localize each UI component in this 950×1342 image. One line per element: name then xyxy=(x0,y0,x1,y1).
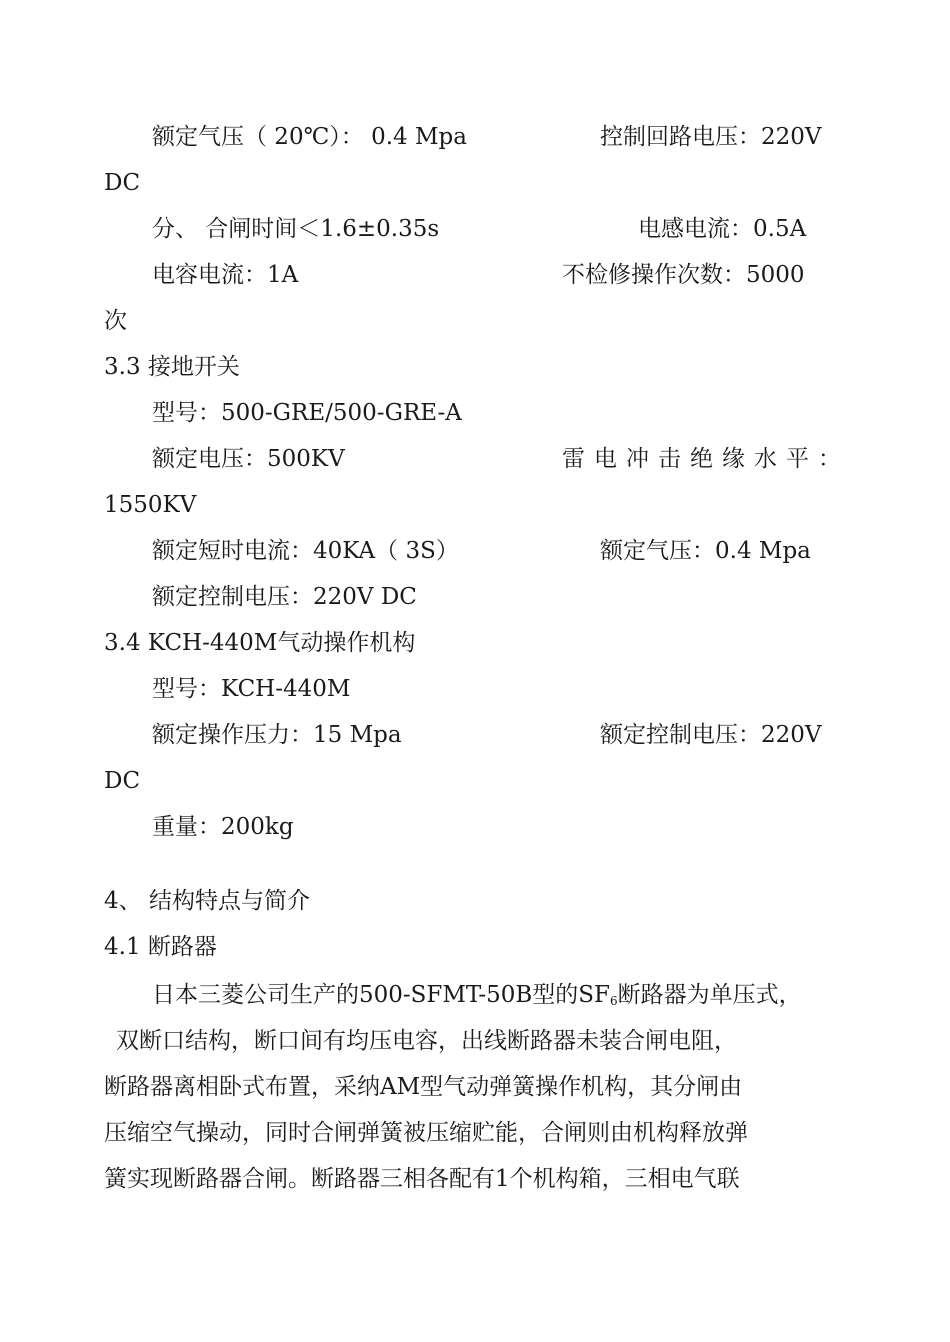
capacitive-current: 电容电流：1A xyxy=(152,262,299,288)
maintenance-free-operations: 不检修操作次数：5000 xyxy=(562,262,805,288)
weight: 重量：200kg xyxy=(152,814,294,840)
inductive-current: 电感电流：0.5A xyxy=(638,216,807,242)
section-heading-4-1: 4.1 断路器 xyxy=(104,934,217,960)
rated-control-voltage: 额定控制电压：220V DC xyxy=(152,584,417,610)
mechanism-model: 型号：KCH-440M xyxy=(152,676,351,702)
paragraph-line-4: 压缩空气操动，同时合闸弹簧被压缩贮能，合闸则由机构释放弹 xyxy=(104,1120,748,1146)
paragraph-line-2: 双断口结构，断口间有均压电容，出线断路器未装合闸电阻， xyxy=(116,1028,737,1054)
rated-gas-pressure: 额定气压（ 20℃）： 0.4 Mpa xyxy=(152,124,467,150)
sf6-subscript: 6 xyxy=(609,994,618,1008)
rated-operating-pressure: 额定操作压力：15 Mpa xyxy=(152,722,402,748)
open-close-time: 分、 合闸时间＜1.6±0.35s xyxy=(152,216,440,242)
paragraph-line-1-post: 断路器为单压式， xyxy=(617,982,802,1008)
paragraph-line-1-pre: 日本三菱公司生产的500-SFMT-50B型的SF xyxy=(152,982,610,1008)
lightning-impulse-level: 雷电冲击绝缘水平： xyxy=(562,446,850,472)
rated-control-voltage-unit: DC xyxy=(104,768,141,794)
section-heading-4: 4、 结构特点与简介 xyxy=(104,888,310,914)
section-heading-3-3: 3.3 接地开关 xyxy=(104,354,240,380)
lightning-impulse-value: 1550KV xyxy=(104,492,197,518)
section-heading-3-4: 3.4 KCH-440M气动操作机构 xyxy=(104,630,416,656)
rated-gas-pressure-2: 额定气压：0.4 Mpa xyxy=(600,538,811,564)
paragraph-line-5: 簧实现断路器合闸。断路器三相各配有1个机构箱，三相电气联 xyxy=(104,1166,740,1192)
earthing-switch-model: 型号：500-GRE/500-GRE-A xyxy=(152,400,462,426)
rated-short-time-current: 额定短时电流：40KA（ 3S） xyxy=(152,538,459,564)
paragraph-line-1 xyxy=(152,980,802,1016)
rated-control-voltage-2: 额定控制电压：220V xyxy=(600,722,822,748)
control-circuit-voltage-unit: DC xyxy=(104,170,141,196)
control-circuit-voltage: 控制回路电压：220V xyxy=(600,124,822,150)
rated-voltage: 额定电压：500KV xyxy=(152,446,345,472)
paragraph-line-3: 断路器离相卧式布置，采纳AM型气动弹簧操作机构，其分闸由 xyxy=(104,1074,743,1100)
operations-unit: 次 xyxy=(104,308,127,334)
